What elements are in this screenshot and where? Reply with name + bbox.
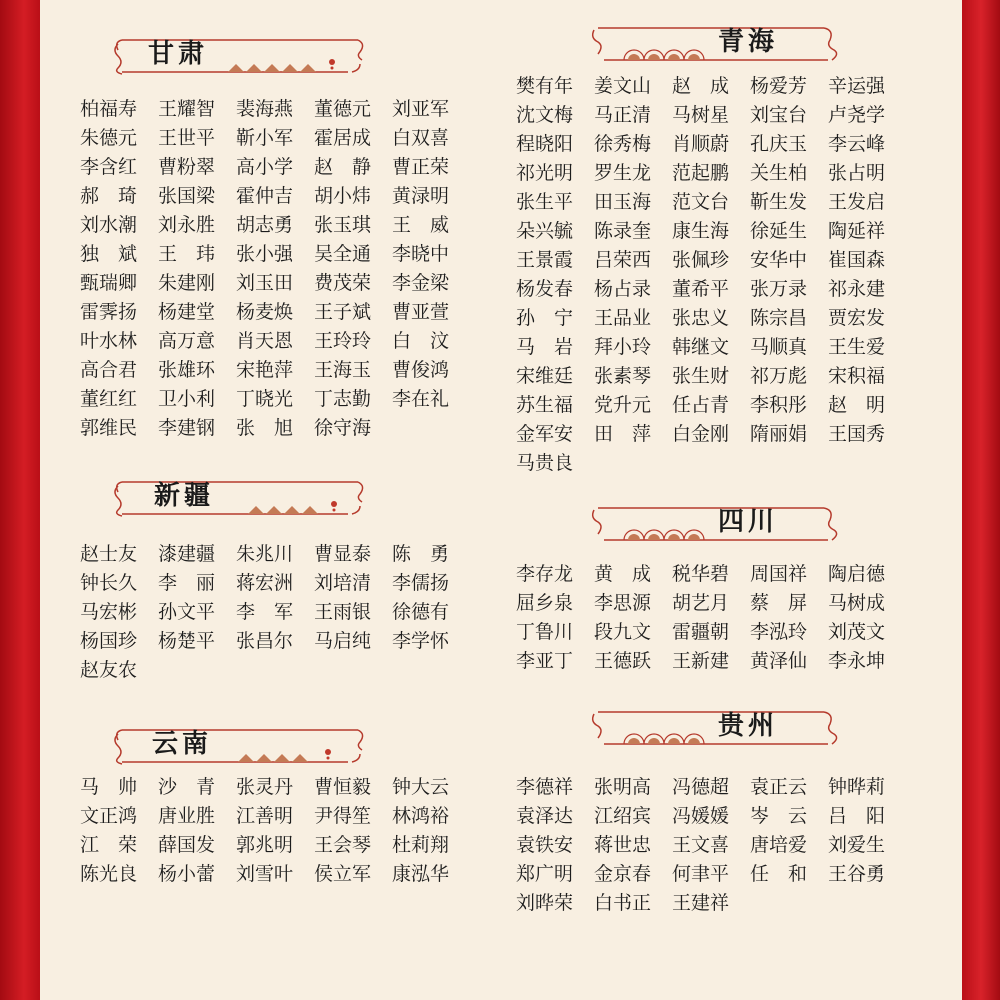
ornament-frame-icon bbox=[588, 500, 838, 546]
person-name: 裴海燕 bbox=[236, 98, 294, 120]
person-name: 王国秀 bbox=[828, 423, 886, 445]
person-name: 唐业胜 bbox=[158, 805, 216, 827]
person-name: 刘晔荣 bbox=[516, 892, 574, 914]
person-name: 屈乡泉 bbox=[516, 592, 574, 614]
person-name: 黄渌明 bbox=[392, 185, 450, 207]
person-name: 崔国森 bbox=[828, 249, 886, 271]
section-header-gansu bbox=[108, 32, 370, 76]
person-name: 李金梁 bbox=[392, 272, 450, 294]
person-name: 徐延生 bbox=[750, 220, 808, 242]
person-name: 蔡 屏 bbox=[750, 592, 808, 614]
person-name: 杨麦焕 bbox=[236, 301, 294, 323]
person-name: 孙文平 bbox=[158, 601, 216, 623]
person-name: 尹得笙 bbox=[314, 805, 372, 827]
section-header-qinghai bbox=[588, 20, 838, 64]
person-name: 文正鸿 bbox=[80, 805, 138, 827]
person-name: 李积彤 bbox=[750, 394, 808, 416]
person-name: 曹恒毅 bbox=[314, 776, 372, 798]
section-header-guizhou bbox=[588, 704, 838, 748]
person-name: 漆建疆 bbox=[158, 543, 216, 565]
person-name: 党升元 bbox=[594, 394, 652, 416]
person-name: 张小强 bbox=[236, 243, 294, 265]
person-name: 袁铁安 bbox=[516, 834, 574, 856]
ornament-frame-icon bbox=[588, 704, 838, 750]
person-name: 刘水潮 bbox=[80, 214, 138, 236]
person-name: 卢尧学 bbox=[828, 104, 886, 126]
person-name: 刘亚军 bbox=[392, 98, 450, 120]
person-name: 靳生发 bbox=[750, 191, 808, 213]
person-name: 李泓玲 bbox=[750, 621, 808, 643]
person-name: 霍居成 bbox=[314, 127, 372, 149]
person-name: 丁晓光 bbox=[236, 388, 294, 410]
person-name: 刘玉田 bbox=[236, 272, 294, 294]
person-name: 王德跃 bbox=[594, 650, 652, 672]
ornament-frame-icon bbox=[108, 474, 370, 520]
person-name: 高合君 bbox=[80, 359, 138, 381]
person-name: 祁永建 bbox=[828, 278, 886, 300]
person-name: 白金刚 bbox=[672, 423, 730, 445]
section-title: 甘肃 bbox=[148, 39, 209, 69]
person-name: 赵士友 bbox=[80, 543, 138, 565]
person-name: 冯德超 bbox=[672, 776, 730, 798]
person-name: 侯立军 bbox=[314, 863, 372, 885]
person-name: 曹粉翠 bbox=[158, 156, 216, 178]
person-name: 杨发春 bbox=[516, 278, 574, 300]
person-name: 曹正荣 bbox=[392, 156, 450, 178]
names-grid-guizhou bbox=[516, 773, 906, 918]
person-name: 刘宝台 bbox=[750, 104, 808, 126]
person-name: 费茂荣 bbox=[314, 272, 372, 294]
person-name: 李在礼 bbox=[392, 388, 450, 410]
person-name: 王发启 bbox=[828, 191, 886, 213]
section-header-xinjiang bbox=[108, 474, 370, 518]
person-name: 杨楚平 bbox=[158, 630, 216, 652]
person-name: 马树星 bbox=[672, 104, 730, 126]
person-name: 张佩珍 bbox=[672, 249, 730, 271]
person-name: 宋维廷 bbox=[516, 365, 574, 387]
person-name: 江绍宾 bbox=[594, 805, 652, 827]
section-title: 四川 bbox=[718, 507, 779, 537]
person-name: 马正清 bbox=[594, 104, 652, 126]
person-name: 罗生龙 bbox=[594, 162, 652, 184]
person-name: 刘培清 bbox=[314, 572, 372, 594]
person-name: 郝 琦 bbox=[80, 185, 138, 207]
red-border-right bbox=[962, 0, 1000, 1000]
person-name: 沙 青 bbox=[158, 776, 216, 798]
person-name: 王耀智 bbox=[158, 98, 216, 120]
person-name: 郭维民 bbox=[80, 417, 138, 439]
person-name: 张 旭 bbox=[236, 417, 294, 439]
person-name: 康生海 bbox=[672, 220, 730, 242]
person-name: 唐培爱 bbox=[750, 834, 808, 856]
person-name: 董希平 bbox=[672, 278, 730, 300]
person-name: 王景霞 bbox=[516, 249, 574, 271]
person-name: 张明高 bbox=[594, 776, 652, 798]
person-name: 李云峰 bbox=[828, 133, 886, 155]
section-title: 贵州 bbox=[718, 711, 779, 741]
person-name: 曹亚萱 bbox=[392, 301, 450, 323]
person-name: 沈文梅 bbox=[516, 104, 574, 126]
person-name: 曹显泰 bbox=[314, 543, 372, 565]
person-name: 徐守海 bbox=[314, 417, 372, 439]
person-name: 杨国珍 bbox=[80, 630, 138, 652]
person-name: 黄泽仙 bbox=[750, 650, 808, 672]
person-name: 雷霁扬 bbox=[80, 301, 138, 323]
person-name: 王海玉 bbox=[314, 359, 372, 381]
person-name: 钟大云 bbox=[392, 776, 450, 798]
ornament-frame-icon bbox=[108, 722, 370, 768]
person-name: 马 帅 bbox=[80, 776, 138, 798]
person-name: 马宏彬 bbox=[80, 601, 138, 623]
person-name: 徐秀梅 bbox=[594, 133, 652, 155]
person-name: 陈录奎 bbox=[594, 220, 652, 242]
person-name: 金京春 bbox=[594, 863, 652, 885]
person-name: 蒋宏洲 bbox=[236, 572, 294, 594]
person-name: 胡志勇 bbox=[236, 214, 294, 236]
section-title: 云南 bbox=[152, 729, 213, 759]
person-name: 陶延祥 bbox=[828, 220, 886, 242]
person-name: 周国祥 bbox=[750, 563, 808, 585]
person-name: 杨小蕾 bbox=[158, 863, 216, 885]
person-name: 马启纯 bbox=[314, 630, 372, 652]
person-name: 宋积福 bbox=[828, 365, 886, 387]
person-name: 张素琴 bbox=[594, 365, 652, 387]
person-name: 赵 静 bbox=[314, 156, 372, 178]
person-name: 何聿平 bbox=[672, 863, 730, 885]
person-name: 王新建 bbox=[672, 650, 730, 672]
person-name: 靳小军 bbox=[236, 127, 294, 149]
person-name: 孔庆玉 bbox=[750, 133, 808, 155]
names-grid-sichuan bbox=[516, 560, 906, 676]
person-name: 王文喜 bbox=[672, 834, 730, 856]
person-name: 白 汶 bbox=[392, 330, 450, 352]
person-name: 吴全通 bbox=[314, 243, 372, 265]
person-name: 田玉海 bbox=[594, 191, 652, 213]
person-name: 辛运强 bbox=[828, 75, 886, 97]
person-name: 张玉琪 bbox=[314, 214, 372, 236]
person-name: 李亚丁 bbox=[516, 650, 574, 672]
person-name: 丁志勤 bbox=[314, 388, 372, 410]
person-name: 丁鲁川 bbox=[516, 621, 574, 643]
person-name: 姜文山 bbox=[594, 75, 652, 97]
person-name: 张昌尔 bbox=[236, 630, 294, 652]
person-name: 卫小利 bbox=[158, 388, 216, 410]
person-name: 朵兴毓 bbox=[516, 220, 574, 242]
person-name: 刘茂文 bbox=[828, 621, 886, 643]
person-name: 徐德有 bbox=[392, 601, 450, 623]
person-name: 林鸿裕 bbox=[392, 805, 450, 827]
person-name: 钟长久 bbox=[80, 572, 138, 594]
person-name: 袁泽达 bbox=[516, 805, 574, 827]
person-name: 白双喜 bbox=[392, 127, 450, 149]
person-name: 柏福寿 bbox=[80, 98, 138, 120]
person-name: 杨爱芳 bbox=[750, 75, 808, 97]
person-name: 李 军 bbox=[236, 601, 294, 623]
person-name: 马顺真 bbox=[750, 336, 808, 358]
person-name: 董红红 bbox=[80, 388, 138, 410]
names-grid-yunnan bbox=[80, 773, 470, 889]
person-name: 关生柏 bbox=[750, 162, 808, 184]
person-name: 李学怀 bbox=[392, 630, 450, 652]
person-name: 拜小玲 bbox=[594, 336, 652, 358]
names-grid-gansu bbox=[80, 95, 470, 443]
person-name: 薛国发 bbox=[158, 834, 216, 856]
person-name: 范起鹏 bbox=[672, 162, 730, 184]
person-name: 李建钢 bbox=[158, 417, 216, 439]
person-name: 赵 成 bbox=[672, 75, 730, 97]
ornament-frame-icon bbox=[588, 20, 838, 66]
names-grid-qinghai bbox=[516, 72, 906, 478]
person-name: 孙 宁 bbox=[516, 307, 574, 329]
person-name: 朱德元 bbox=[80, 127, 138, 149]
person-name: 王子斌 bbox=[314, 301, 372, 323]
person-name: 吕荣西 bbox=[594, 249, 652, 271]
person-name: 王玲玲 bbox=[314, 330, 372, 352]
person-name: 张灵丹 bbox=[236, 776, 294, 798]
person-name: 郑广明 bbox=[516, 863, 574, 885]
person-name: 王 威 bbox=[392, 214, 450, 236]
person-name: 朱建刚 bbox=[158, 272, 216, 294]
person-name: 江 荣 bbox=[80, 834, 138, 856]
person-name: 岑 云 bbox=[750, 805, 808, 827]
person-name: 王会琴 bbox=[314, 834, 372, 856]
person-name: 康泓华 bbox=[392, 863, 450, 885]
person-name: 张忠义 bbox=[672, 307, 730, 329]
person-name: 祁万彪 bbox=[750, 365, 808, 387]
person-name: 赵友农 bbox=[80, 659, 138, 681]
person-name: 张雄环 bbox=[158, 359, 216, 381]
person-name: 冯媛媛 bbox=[672, 805, 730, 827]
person-name: 范文台 bbox=[672, 191, 730, 213]
person-name: 张国梁 bbox=[158, 185, 216, 207]
person-name: 钟晔莉 bbox=[828, 776, 886, 798]
person-name: 王雨银 bbox=[314, 601, 372, 623]
person-name: 董德元 bbox=[314, 98, 372, 120]
person-name: 马贵良 bbox=[516, 452, 574, 474]
person-name: 王 玮 bbox=[158, 243, 216, 265]
person-name: 任占青 bbox=[672, 394, 730, 416]
person-name: 苏生福 bbox=[516, 394, 574, 416]
person-name: 朱兆川 bbox=[236, 543, 294, 565]
person-name: 杨占录 bbox=[594, 278, 652, 300]
person-name: 刘爱生 bbox=[828, 834, 886, 856]
red-border-left bbox=[0, 0, 40, 1000]
person-name: 雷疆朝 bbox=[672, 621, 730, 643]
person-name: 祁光明 bbox=[516, 162, 574, 184]
person-name: 李晓中 bbox=[392, 243, 450, 265]
person-name: 吕 阳 bbox=[828, 805, 886, 827]
person-name: 马 岩 bbox=[516, 336, 574, 358]
person-name: 曹俊鸿 bbox=[392, 359, 450, 381]
person-name: 袁正云 bbox=[750, 776, 808, 798]
person-name: 金军安 bbox=[516, 423, 574, 445]
person-name: 贾宏发 bbox=[828, 307, 886, 329]
person-name: 李德祥 bbox=[516, 776, 574, 798]
person-name: 张占明 bbox=[828, 162, 886, 184]
person-name: 陈光良 bbox=[80, 863, 138, 885]
person-name: 杨建堂 bbox=[158, 301, 216, 323]
person-name: 隋丽娟 bbox=[750, 423, 808, 445]
person-name: 肖顺蔚 bbox=[672, 133, 730, 155]
person-name: 黄 成 bbox=[594, 563, 652, 585]
person-name: 陈宗昌 bbox=[750, 307, 808, 329]
person-name: 樊有年 bbox=[516, 75, 574, 97]
person-name: 肖天恩 bbox=[236, 330, 294, 352]
person-name: 李思源 bbox=[594, 592, 652, 614]
person-name: 胡艺月 bbox=[672, 592, 730, 614]
person-name: 江善明 bbox=[236, 805, 294, 827]
person-name: 李永坤 bbox=[828, 650, 886, 672]
person-name: 陈 勇 bbox=[392, 543, 450, 565]
section-title: 青海 bbox=[718, 27, 779, 57]
person-name: 张万录 bbox=[750, 278, 808, 300]
person-name: 李 丽 bbox=[158, 572, 216, 594]
person-name: 程晓阳 bbox=[516, 133, 574, 155]
person-name: 李含红 bbox=[80, 156, 138, 178]
person-name: 田 萍 bbox=[594, 423, 652, 445]
person-name: 王建祥 bbox=[672, 892, 730, 914]
section-title: 新疆 bbox=[154, 481, 215, 511]
person-name: 白书正 bbox=[594, 892, 652, 914]
person-name: 李存龙 bbox=[516, 563, 574, 585]
person-name: 任 和 bbox=[750, 863, 808, 885]
person-name: 陶启德 bbox=[828, 563, 886, 585]
person-name: 李儒扬 bbox=[392, 572, 450, 594]
person-name: 郭兆明 bbox=[236, 834, 294, 856]
person-name: 税华碧 bbox=[672, 563, 730, 585]
person-name: 王世平 bbox=[158, 127, 216, 149]
person-name: 王生爱 bbox=[828, 336, 886, 358]
section-header-sichuan bbox=[588, 500, 838, 544]
person-name: 杜莉翔 bbox=[392, 834, 450, 856]
person-name: 蒋世忠 bbox=[594, 834, 652, 856]
person-name: 刘雪叶 bbox=[236, 863, 294, 885]
person-name: 独 斌 bbox=[80, 243, 138, 265]
person-name: 王品业 bbox=[594, 307, 652, 329]
person-name: 韩继文 bbox=[672, 336, 730, 358]
person-name: 赵 明 bbox=[828, 394, 886, 416]
person-name: 张生平 bbox=[516, 191, 574, 213]
person-name: 高万意 bbox=[158, 330, 216, 352]
section-header-yunnan bbox=[108, 722, 370, 766]
person-name: 胡小炜 bbox=[314, 185, 372, 207]
person-name: 王谷勇 bbox=[828, 863, 886, 885]
person-name: 张生财 bbox=[672, 365, 730, 387]
person-name: 霍仲吉 bbox=[236, 185, 294, 207]
person-name: 安华中 bbox=[750, 249, 808, 271]
person-name: 叶水林 bbox=[80, 330, 138, 352]
person-name: 宋艳萍 bbox=[236, 359, 294, 381]
person-name: 马树成 bbox=[828, 592, 886, 614]
person-name: 刘永胜 bbox=[158, 214, 216, 236]
person-name: 段九文 bbox=[594, 621, 652, 643]
person-name: 甄瑞卿 bbox=[80, 272, 138, 294]
person-name: 高小学 bbox=[236, 156, 294, 178]
names-grid-xinjiang bbox=[80, 540, 470, 685]
